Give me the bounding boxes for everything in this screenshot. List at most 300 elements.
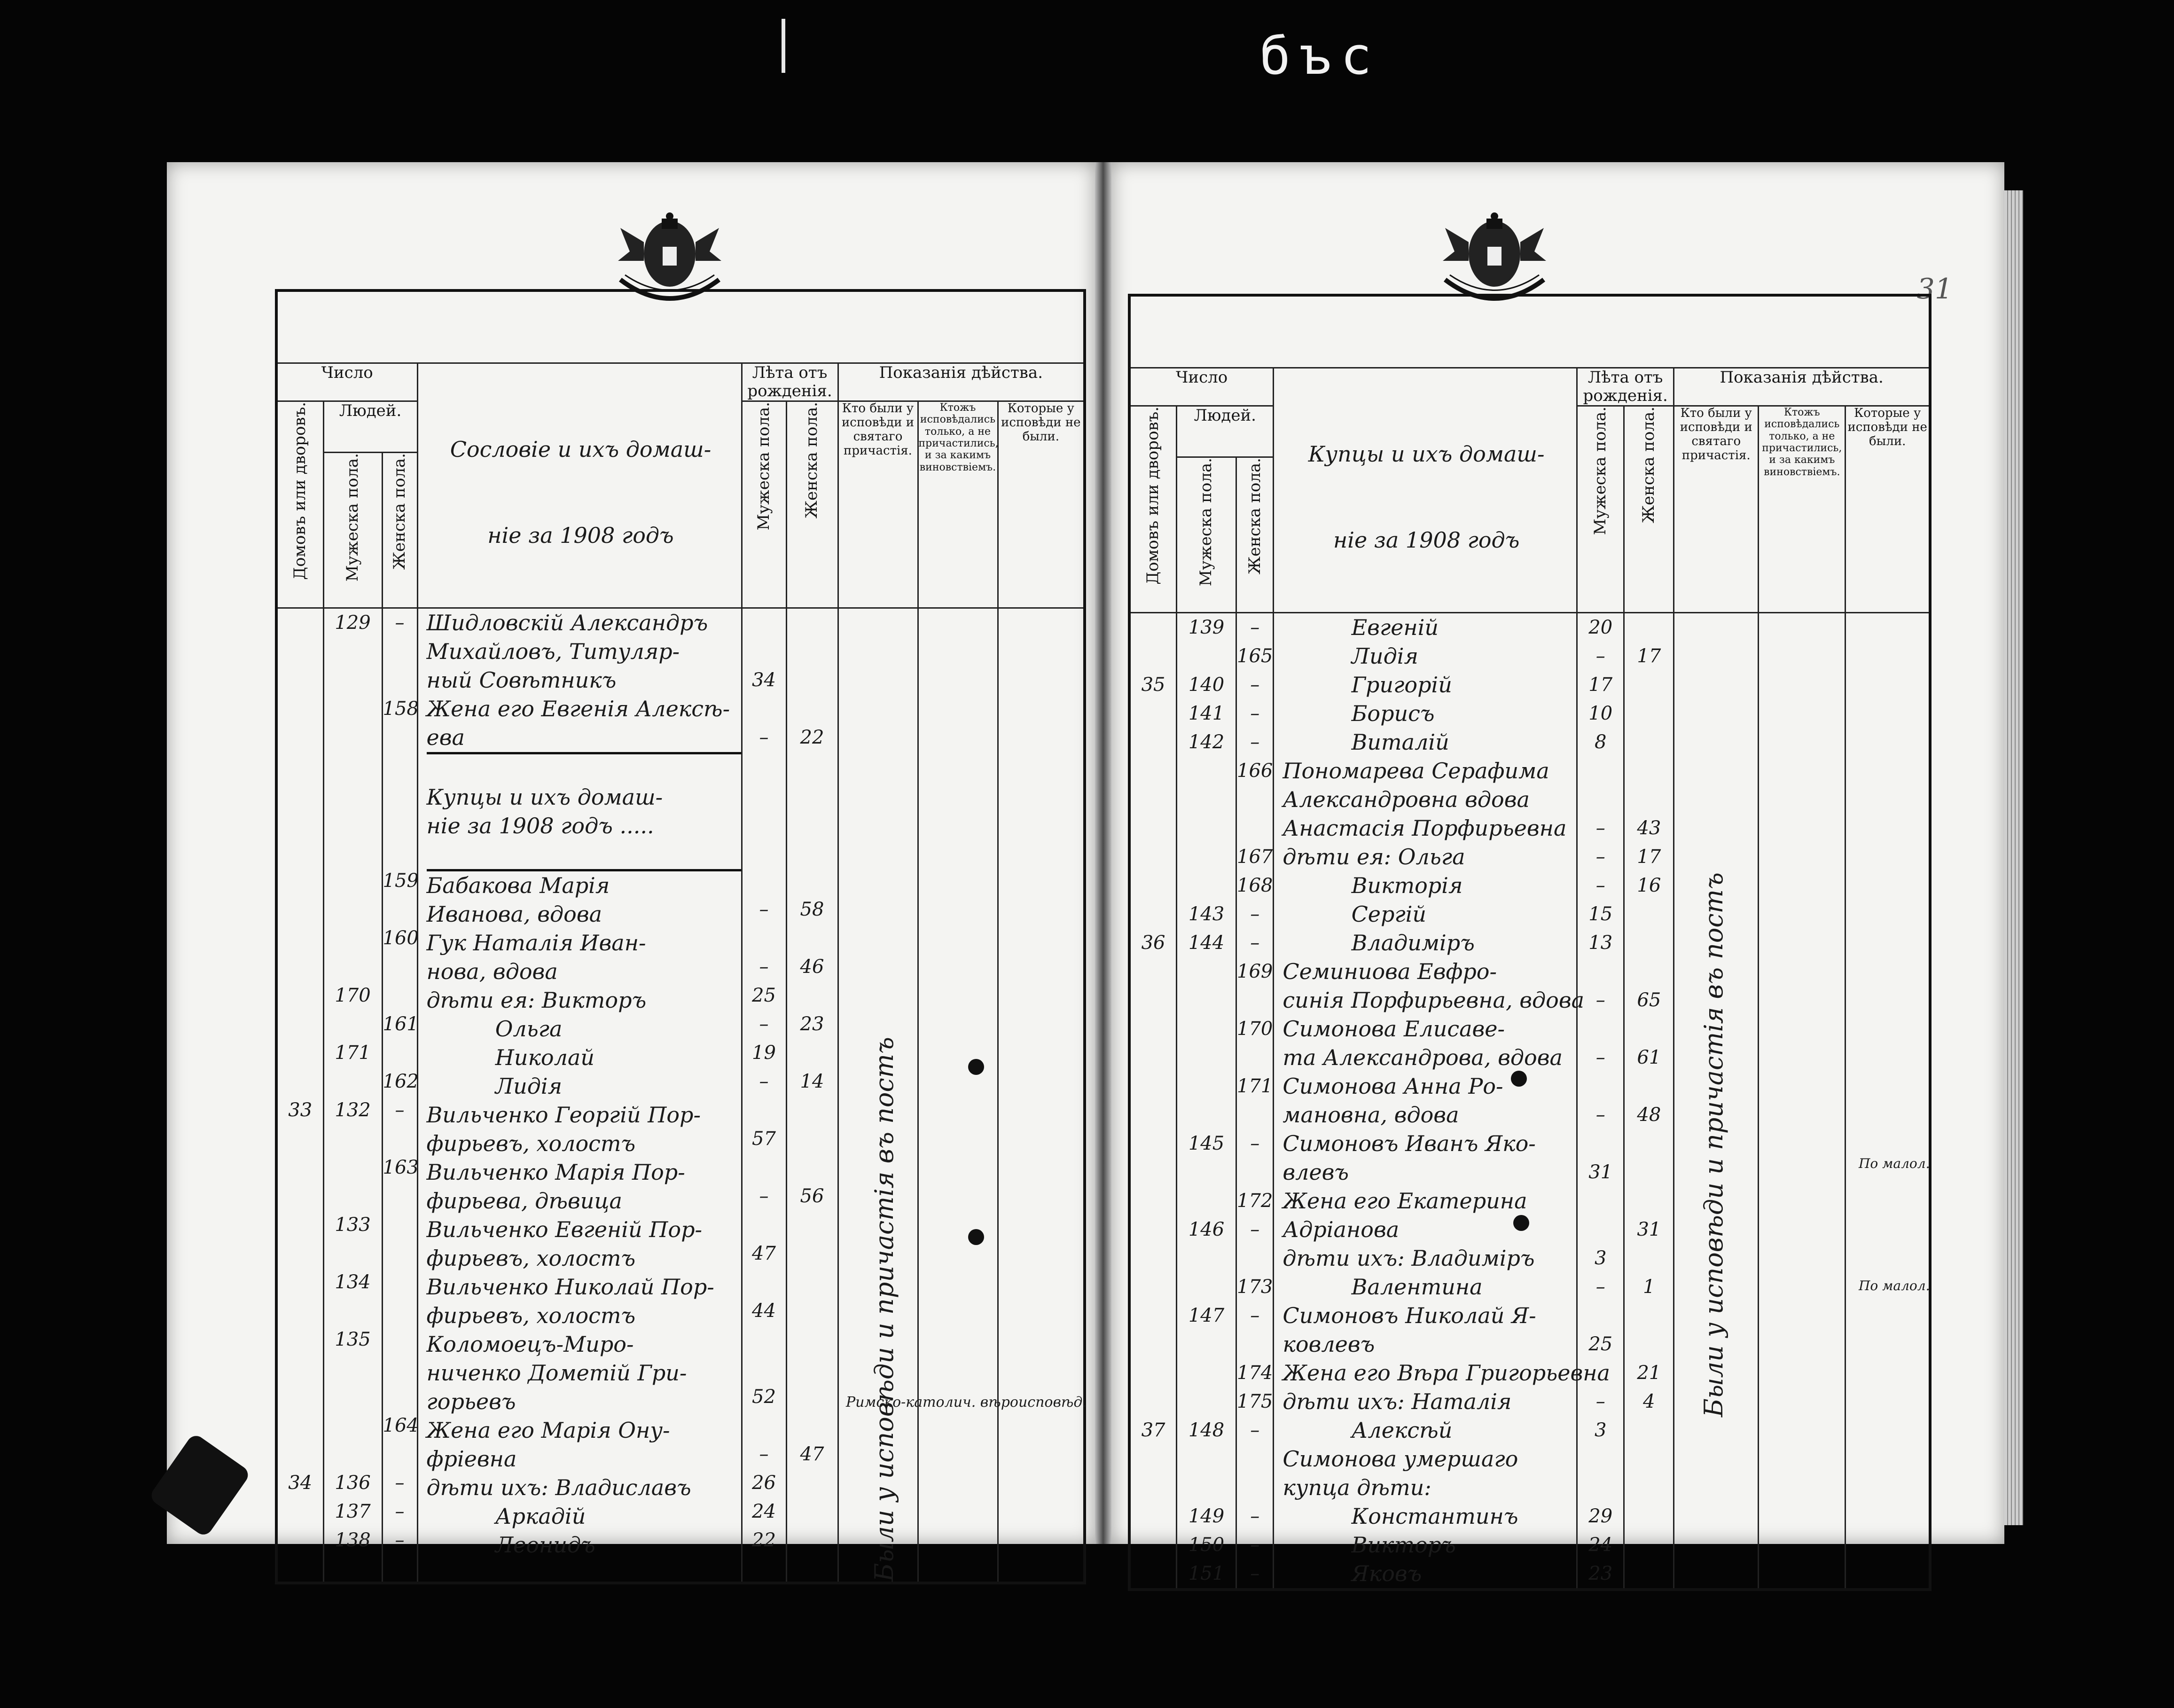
entry-af: 22 [800,727,824,748]
entry-af: 61 [1637,1047,1661,1068]
entry-dom [1131,757,1176,785]
header-pokazaniya: Показанія дѣйства. [1674,368,1930,406]
column-kotorye [1846,613,1930,1590]
entry-af [1625,1531,1673,1559]
header-leta: Лѣта отъ рожденія. [742,363,838,401]
entry-dom: 36 [1141,932,1165,954]
entry-name: Шидловскій Александръ [426,610,708,635]
entry-dom: 34 [288,1472,313,1494]
entry-dom [278,723,323,752]
entry-dom [278,1268,323,1297]
section-title-line: Купцы и ихъ домаш- [426,784,663,810]
entry-am [1578,957,1624,986]
spacer-line [324,752,382,781]
entry-name: Ольга [426,1016,563,1042]
book-gutter [1095,162,1111,1544]
frame-number: бъс [1259,26,1381,86]
entry-am [1578,1301,1624,1330]
entry-f: 168 [1237,875,1273,896]
entry-af [1625,1187,1673,1215]
entry-af: 14 [800,1071,824,1092]
page-edge-stack [2004,190,2023,1525]
entry-dom [1131,785,1176,814]
entry-name: Вильченко Евгеній Пор- [426,1217,703,1242]
entry-am: 24 [1588,1534,1613,1556]
entry-name: Леонидъ [426,1532,595,1558]
entry-am: – [1595,1276,1605,1298]
entry-f: – [1250,731,1260,753]
entry-af: 56 [800,1185,824,1207]
entry-m [1177,1244,1236,1273]
entry-name: мановна, вдова [1283,1102,1459,1128]
entry-name: фирьева, дѣвица [426,1188,622,1214]
entry-af: 48 [1637,1104,1661,1126]
entry-m [1177,1359,1236,1387]
entry-dom [1131,1015,1176,1043]
entry-f: – [395,1529,405,1551]
entry-f [383,1383,417,1411]
title-cell [1274,368,1577,613]
entry-af [787,1411,837,1440]
entry-f: – [1250,1219,1260,1240]
entry-am [743,1411,786,1440]
left-bottom-note: Римско-католич. вѣроисповѣд. [846,1394,1087,1410]
entry-f [383,1211,417,1239]
entry-dom [278,1440,323,1469]
entry-m: 170 [335,985,371,1006]
entry-name: Пономарева Серафима [1283,758,1549,783]
header-leta-male: Мужеска пола. [754,402,773,531]
entry-dom [278,1067,323,1096]
entry-f: 158 [383,698,419,720]
entry-name: Адріанова [1283,1217,1400,1242]
entry-m: 141 [1188,703,1225,724]
entry-dom [1131,1301,1176,1330]
left-margin-note: Были у исповѣди и причастія въ постъ [869,1037,899,1582]
entry-af [1625,1072,1673,1101]
entry-name: Анастасія Порфирьевна [1283,815,1567,841]
entry-af: 21 [1637,1362,1661,1384]
entry-f: 167 [1237,846,1273,868]
entry-dom [1131,613,1176,642]
entry-dom [1131,957,1176,986]
entry-dom [278,1325,323,1354]
spacer-line [787,781,837,809]
entry-af [787,867,837,895]
section-title-line: ніе за 1908 годъ ..... [426,813,654,838]
entry-af [1625,1301,1673,1330]
entry-f: – [1250,1505,1260,1527]
header-chislo: Число [1129,368,1274,406]
entry-af: 23 [800,1013,824,1035]
entry-name: дѣти ихъ: Владиміръ [1283,1246,1535,1271]
entry-name: горьевъ [426,1389,516,1414]
entry-m [324,1239,382,1268]
entry-af [787,981,837,1010]
entry-name: Алексѣй [1283,1418,1453,1443]
entry-am: 3 [1594,1419,1607,1441]
entry-af: 4 [1643,1391,1655,1412]
entry-am [743,1096,786,1125]
entry-name: Сергій [1283,901,1427,927]
entry-am: – [759,1185,769,1207]
entry-name: Симонова Анна Ро- [1283,1073,1503,1099]
entry-name: Коломоецъ-Миро- [426,1332,634,1357]
entry-name: синія Порфирьевна, вдова [1283,987,1585,1013]
entry-f [1237,1158,1273,1187]
entry-am [1578,1445,1624,1473]
header-band [276,290,1085,363]
entry-name: Григорій [1283,672,1452,697]
column-age-female [786,608,838,1583]
ink-blot [968,1059,984,1075]
entry-am: – [1595,1104,1605,1126]
entry-am: 25 [752,985,776,1006]
entry-m: 139 [1188,617,1225,638]
entry-f: – [395,1501,405,1522]
entry-name: Жена его Марія Ону- [426,1418,670,1443]
entry-am: 20 [1588,617,1613,638]
entry-dom [278,609,323,637]
entry-f [383,1182,417,1211]
entry-m [1177,642,1236,671]
entry-name: Борисъ [1283,701,1435,726]
entry-name: та Александрова, вдова [1283,1045,1563,1070]
entry-name: Константинъ [1283,1504,1518,1529]
entry-af: 1 [1643,1276,1655,1298]
entry-f [1237,1445,1273,1473]
entry-af: 58 [800,899,824,920]
header-lyudey: Людей. [1177,406,1274,457]
entry-name: фирьевъ, холостъ [426,1246,636,1271]
entry-am: 8 [1594,731,1607,753]
entry-am: 44 [752,1300,776,1322]
entry-af [1625,1502,1673,1531]
entry-dom [1131,1215,1176,1244]
entry-dom [1131,843,1176,871]
header-ktozh: Ктожъ исповѣдались только, а не причастились, и за какимъ виновствіемъ. [1759,406,1846,613]
entry-m: 137 [335,1501,371,1522]
entry-af [1625,613,1673,642]
entry-dom [278,1182,323,1211]
entry-name: Викторія [1283,873,1463,898]
entry-m: 143 [1188,903,1225,925]
entry-af [787,1469,837,1497]
entry-dom [278,1239,323,1268]
entry-f: – [395,1099,405,1121]
entry-dom [278,867,323,895]
entry-af: 47 [800,1443,824,1465]
entry-m: 134 [335,1271,371,1293]
header-female: Женска пола. [1245,457,1264,574]
entry-f: 165 [1237,645,1273,667]
entry-f: – [1250,932,1260,954]
entry-am: 29 [1588,1505,1613,1527]
entry-dom [1131,1531,1176,1559]
entry-af [787,666,837,695]
entry-am [743,1211,786,1239]
entry-m: 150 [1188,1534,1225,1556]
entry-name: Вильченко Марія Пор- [426,1160,685,1185]
entry-dom [1131,642,1176,671]
ink-blot [1513,1215,1529,1231]
header-domov: Домовъ или дворовъ. [290,402,310,580]
header-kto-byli: Кто были у исповѣди и святаго причастія. [1674,406,1759,613]
entry-am: – [1595,645,1605,667]
spacer-line [383,809,417,838]
entry-m [324,1067,382,1096]
entry-f [383,1440,417,1469]
entry-af [1625,900,1673,929]
spacer-line [427,840,741,871]
entry-af: 17 [1637,645,1661,667]
section-title-line: ніе за 1908 годъ [487,523,674,548]
entry-name: Иванова, вдова [426,901,602,927]
entry-dom [278,1526,323,1555]
entry-am: – [1595,1391,1605,1412]
entry-m [324,1354,382,1383]
column-male [1177,613,1236,1590]
right-note-1: По малол. [1859,1156,1930,1171]
entry-m [324,1411,382,1440]
column-dom [276,608,323,1583]
entry-name: Симонова умершаго [1283,1446,1518,1472]
entry-af [787,1211,837,1239]
entry-dom [278,666,323,695]
entry-dom [1131,1187,1176,1215]
entry-name: Николай [426,1045,594,1070]
entry-m [1177,1330,1236,1359]
entry-am [743,1325,786,1354]
entry-dom [1131,728,1176,757]
entry-m [324,1383,382,1411]
entry-m: 142 [1188,731,1225,753]
entry-m: 138 [335,1529,371,1551]
entry-f: 166 [1237,760,1273,782]
entry-name: Аркадій [426,1504,586,1529]
entry-name: Михайловъ, Титуляр- [426,639,680,664]
entry-m [1177,986,1236,1015]
spacer-line [787,809,837,838]
entry-f: 174 [1237,1362,1273,1384]
entry-f [383,895,417,924]
entry-name: Владиміръ [1283,930,1475,956]
entry-dom [278,1211,323,1239]
entry-am: – [759,1013,769,1035]
spacer-line [383,838,417,867]
entry-am [1578,1072,1624,1101]
entry-af [787,1325,837,1354]
entry-m: 145 [1188,1133,1225,1154]
entry-m [324,895,382,924]
entry-f: 173 [1237,1276,1273,1298]
entry-m [1177,1015,1236,1043]
entry-f: – [1250,674,1260,696]
entry-m [1177,1387,1236,1416]
entry-m: 146 [1188,1219,1225,1240]
entry-am [743,924,786,953]
entry-dom [278,1497,323,1526]
entry-name: Лидія [1283,643,1418,669]
entry-af [1625,1244,1673,1273]
entry-m [324,867,382,895]
entry-dom [1131,1473,1176,1502]
entry-m [324,924,382,953]
entry-f [1237,1043,1273,1072]
entry-af [787,609,837,637]
entry-dom [1131,1244,1176,1273]
entry-m [1177,871,1236,900]
entry-name: Яковъ [1283,1561,1422,1586]
column-names [417,608,742,1583]
entry-am: 57 [752,1128,776,1150]
entry-m [324,1153,382,1182]
entry-af [787,924,837,953]
entry-f [1237,814,1273,843]
entry-name: Бабакова Марія [426,873,610,898]
entry-af [787,1383,837,1411]
entry-dom [1131,1158,1176,1187]
column-ktozh [918,608,998,1583]
entry-m [1177,1101,1236,1129]
entry-m: 151 [1188,1563,1225,1584]
entry-name: Викторъ [1283,1532,1456,1558]
spacer-line [743,752,786,781]
entry-m [324,1297,382,1325]
entry-m: 148 [1188,1419,1225,1441]
section-title-line: Сословіе и ихъ домаш- [450,437,712,462]
entry-name: Вильченко Георгій Пор- [426,1102,701,1128]
entry-am: – [1595,989,1605,1011]
entry-m: 171 [335,1042,371,1064]
entry-af: 31 [1637,1219,1661,1240]
entry-f [383,981,417,1010]
entry-name: ниченко Дометій Гри- [426,1360,687,1386]
entry-f: 164 [383,1415,419,1436]
page-number: 31 [1916,273,1953,306]
entry-am: 17 [1588,674,1613,696]
entry-name: Симоновъ Николай Я- [1283,1303,1536,1328]
entry-dom [278,1411,323,1440]
entry-f [383,637,417,666]
entry-af [787,1125,837,1153]
entry-f: 170 [1237,1018,1273,1040]
entry-am [743,637,786,666]
spacer-line [787,838,837,867]
entry-af: 17 [1637,846,1661,868]
entry-m [1177,1158,1236,1187]
entry-am: – [759,1443,769,1465]
entry-name: Александровна вдова [1283,787,1530,812]
header-leta-female: Женска пола. [1639,407,1658,524]
entry-af: 43 [1637,817,1661,839]
entry-f: – [1250,617,1260,638]
column-kotorye [998,608,1085,1583]
entry-dom: 33 [288,1099,313,1121]
entry-name: ный Совѣтникъ [426,667,617,693]
entry-dom [278,1383,323,1411]
entry-af [1625,1158,1673,1187]
entry-am: 10 [1588,703,1613,724]
entry-f [1237,1101,1273,1129]
entry-f [383,953,417,981]
entry-m [324,637,382,666]
header-leta-male: Мужеска пола. [1591,407,1610,535]
entry-m: 132 [335,1099,371,1121]
entry-f: – [1250,1534,1260,1556]
entry-af: 16 [1637,875,1661,896]
entry-am: 23 [1588,1563,1613,1584]
header-male: Мужеска пола. [343,453,362,582]
entry-dom [1131,1330,1176,1359]
entry-af [1625,671,1673,699]
entry-am: – [759,956,769,978]
entry-name: Симоновъ Иванъ Яко- [1283,1131,1536,1156]
right-page [1111,162,2004,1586]
spacer-line [383,781,417,809]
entry-af [787,637,837,666]
entry-f: – [395,1472,405,1494]
entry-am: – [759,899,769,920]
entry-dom [1131,699,1176,728]
entry-m: 136 [335,1472,371,1494]
entry-name: Евгеній [1283,615,1439,640]
entry-f: 159 [383,870,419,892]
entry-f: 163 [383,1157,419,1178]
entry-af [1625,728,1673,757]
entry-af [787,1497,837,1526]
entry-f [1237,1473,1273,1502]
entry-m [1177,1043,1236,1072]
spacer-line [278,781,323,809]
entry-dom [1131,1445,1176,1473]
entry-name: дѣти ихъ: Наталія [1283,1389,1512,1414]
entry-dom [278,1297,323,1325]
spacer-line [278,809,323,838]
entry-am: 25 [1588,1333,1613,1355]
section-title-line: Купцы и ихъ домаш- [1308,441,1545,467]
entry-f [1237,1244,1273,1273]
entry-name: фріевна [426,1446,517,1472]
header-kotorye: Которые у исповѣди не были. [998,401,1085,608]
entry-f [383,1297,417,1325]
column-dom [1129,613,1177,1590]
entry-af [1625,1015,1673,1043]
entry-name: Гук Наталія Иван- [426,930,646,956]
entry-dom [1131,1043,1176,1072]
entry-f [383,1268,417,1297]
entry-am [743,867,786,895]
entry-name: Семиниова Евфро- [1283,959,1497,984]
entry-name: Жена его Евгенія Алексѣ- [426,696,730,721]
entry-m [1177,785,1236,814]
entry-dom: 35 [1141,674,1165,696]
entry-name: фирьевъ, холостъ [426,1131,636,1156]
entry-m [324,1440,382,1469]
entry-af [787,1297,837,1325]
spacer-line [383,752,417,781]
header-ktozh: Ктожъ исповѣдались только, а не причастились, и за какимъ виновствіемъ. [918,401,998,608]
entry-m [1177,957,1236,986]
entry-am: 22 [752,1529,776,1551]
entry-f: 162 [383,1071,419,1092]
header-chislo: Число [276,363,417,401]
entry-dom [1131,1359,1176,1387]
entry-am [743,695,786,723]
section-title-line: ніе за 1908 годъ [1333,527,1520,553]
entry-m [1177,843,1236,871]
entry-m: 140 [1188,674,1225,696]
